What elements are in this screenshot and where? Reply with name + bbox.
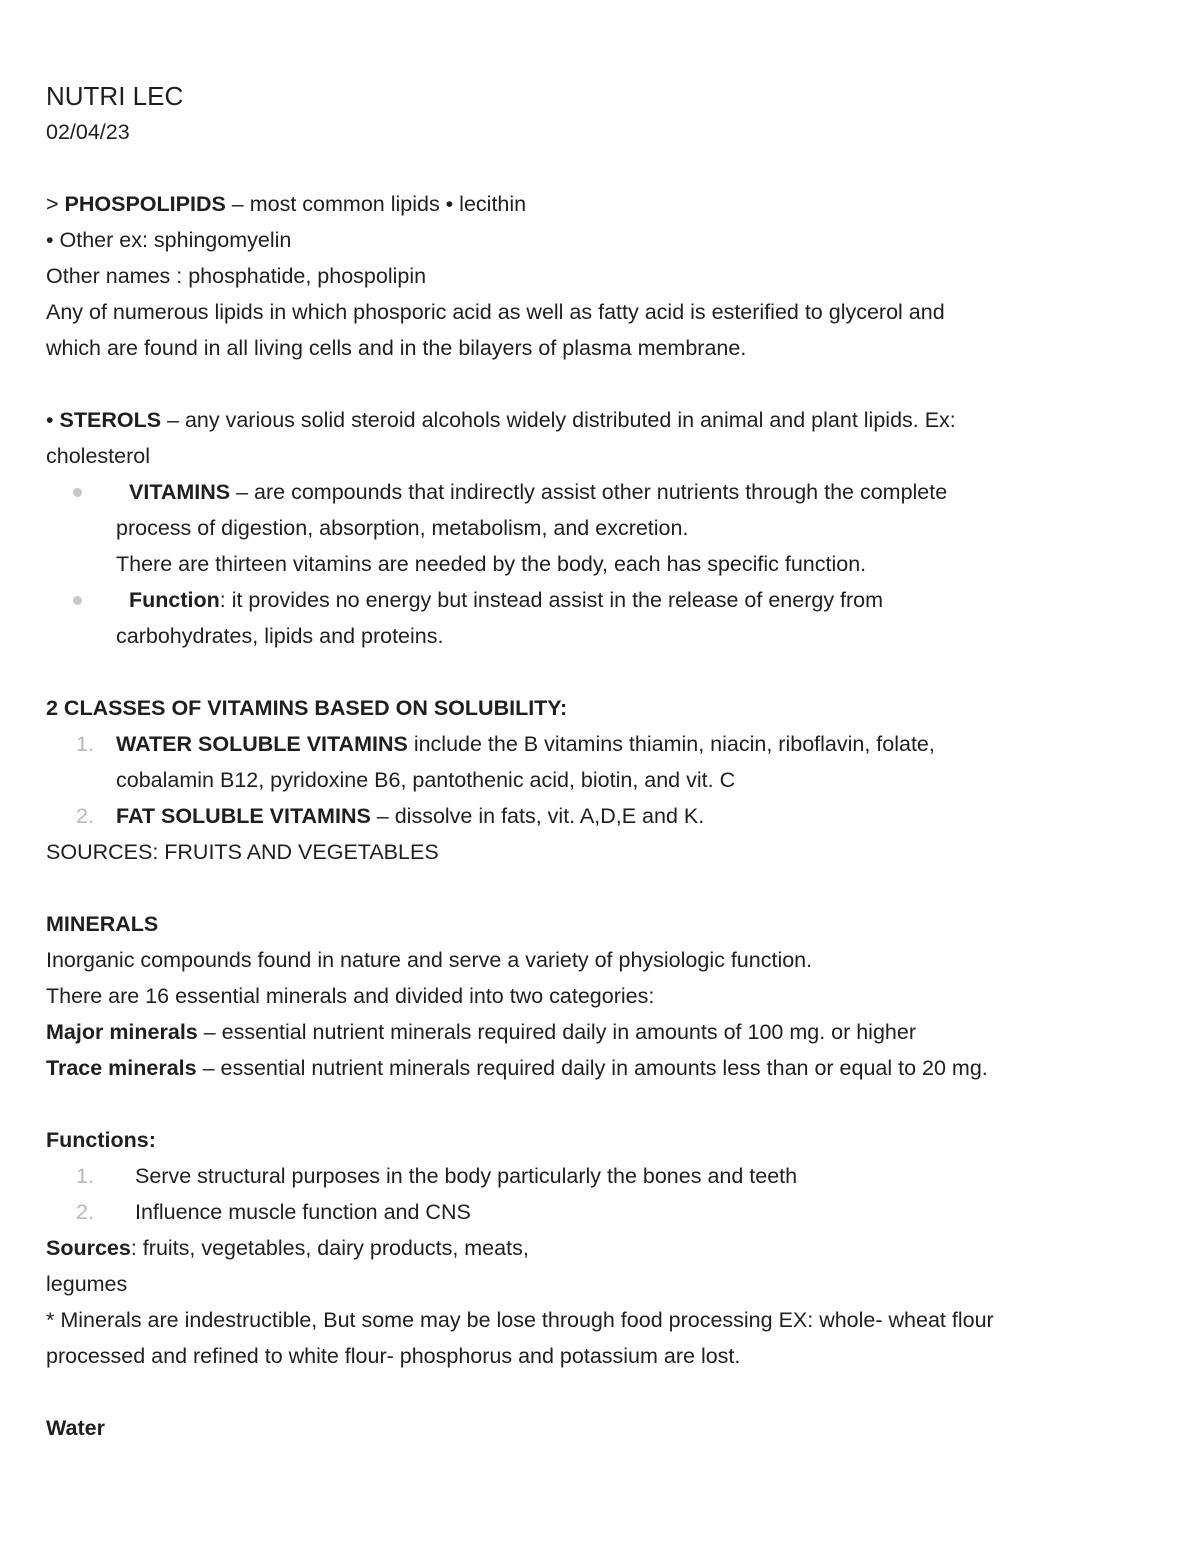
minerals-heading-text: MINERALS [46, 912, 159, 936]
spacer [46, 366, 1154, 402]
trace-minerals-text: – essential nutrient minerals required daily in amounts less than or equal to 20 mg. [196, 1056, 988, 1080]
functions-heading [46, 1122, 1154, 1158]
mineral-sources-heading: Sources [46, 1236, 131, 1260]
fat-soluble-heading: FAT SOLUBLE VITAMINS [116, 804, 371, 828]
vitamin-classes-heading [46, 690, 1154, 726]
sterols-line [46, 402, 1154, 438]
vitamin-class-item-1 [46, 726, 1154, 798]
vitamins-bullet [46, 474, 1154, 582]
functions-heading-text: Functions: [46, 1128, 156, 1152]
spacer [46, 150, 1154, 186]
vitamins-line-3: There are thirteen vitamins are needed by the body, each has specific function. [116, 552, 867, 576]
list-number: 2. [76, 804, 94, 828]
fat-soluble-text: – dissolve in fats, vit. A,D,E and K. [370, 804, 705, 828]
mineral-sources-line-2: legumes [46, 1272, 128, 1296]
functions-item-1-text: Serve structural purposes in the body particularly the bones and teeth [135, 1164, 798, 1188]
spacer [46, 870, 1154, 906]
vitamins-line-2: process of digestion, absorption, metabolism, and excretion. [116, 516, 689, 540]
vitamin-class-item-2 [46, 798, 1154, 834]
function-line-2: carbohydrates, lipids and proteins. [116, 624, 444, 648]
major-minerals-heading: Major minerals [46, 1020, 198, 1044]
function-text: : it provides no energy but instead assist in the release of energy from [219, 588, 884, 612]
minerals-line-1: Inorganic compounds found in nature and serve a variety of physiologic function. [46, 948, 813, 972]
major-minerals-line [46, 1014, 1154, 1050]
minerals-note-2: processed and refined to white flour- phosphorus and potassium are lost. [46, 1344, 741, 1368]
vitamins-heading: VITAMINS [129, 480, 231, 504]
major-minerals-text: – essential nutrient minerals required daily in amounts of 100 mg. or higher [197, 1020, 916, 1044]
phospholipids-description-2: which are found in all living cells and in the bilayers of plasma membrane. [46, 336, 747, 360]
vitamin-classes-heading-text: 2 CLASSES OF VITAMINS BASED ON SOLUBILITY: [46, 696, 568, 720]
phospholipids-other-names: Other names : phosphatide, phospolipin [46, 264, 427, 288]
sterols-text: – any various solid steroid alcohols widely distributed in animal and plant lipids. Ex: [161, 408, 956, 432]
function-bullet [46, 582, 1154, 654]
phospholipids-line [46, 186, 1154, 222]
sterols-heading: STEROLS [59, 408, 162, 432]
list-number: 1. [76, 1164, 94, 1188]
functions-item-1 [46, 1158, 1154, 1194]
water-soluble-text: include the B vitamins thiamin, niacin, riboflavin, folate, [407, 732, 935, 756]
fat-soluble-line [116, 798, 1154, 834]
list-number: 2. [76, 1200, 94, 1224]
minerals-note-1: * Minerals are indestructible, But some may be lose through food processing EX: whole- wheat flour [46, 1308, 994, 1332]
vitamins-line-1 [116, 474, 1154, 510]
water-soluble-line-1 [116, 726, 1154, 762]
water-heading [46, 1410, 1154, 1446]
function-heading: Function [129, 588, 220, 612]
document-date: 02/04/23 [46, 120, 130, 144]
sterols-line-2: cholesterol [46, 444, 150, 468]
mineral-sources-line [46, 1230, 1154, 1266]
phospholipids-text: – most common lipids • lecithin [225, 192, 527, 216]
functions-item-2-text: Influence muscle function and CNS [135, 1200, 471, 1224]
trace-minerals-line [46, 1050, 1154, 1086]
water-soluble-heading: WATER SOLUBLE VITAMINS [116, 732, 408, 756]
vitamin-sources: SOURCES: FRUITS AND VEGETABLES [46, 840, 439, 864]
spacer [46, 1374, 1154, 1410]
phospholipids-prefix: > [46, 192, 65, 216]
document-title: NUTRI LEC [46, 81, 184, 111]
mineral-sources-text: : fruits, vegetables, dairy products, meats, [130, 1236, 529, 1260]
functions-item-2 [46, 1194, 1154, 1230]
trace-minerals-heading: Trace minerals [46, 1056, 197, 1080]
phospholipids-heading: PHOSPOLIPIDS [64, 192, 226, 216]
spacer [46, 1086, 1154, 1122]
water-soluble-line-2: cobalamin B12, pyridoxine B6, pantothenic acid, biotin, and vit. C [116, 768, 736, 792]
bullet-dot [73, 488, 82, 497]
list-number: 1. [76, 732, 94, 756]
function-line-1 [116, 582, 1154, 618]
sterols-prefix: • [46, 408, 60, 432]
bullet-dot [73, 596, 82, 605]
spacer [46, 654, 1154, 690]
phospholipids-other-example: • Other ex: sphingomyelin [46, 228, 292, 252]
water-heading-text: Water [46, 1416, 105, 1440]
minerals-heading [46, 906, 1154, 942]
vitamins-text: – are compounds that indirectly assist other nutrients through the complete [230, 480, 948, 504]
minerals-line-2: There are 16 essential minerals and divided into two categories: [46, 984, 655, 1008]
phospholipids-description-1: Any of numerous lipids in which phosporic acid as well as fatty acid is esterified to glycerol and [46, 300, 945, 324]
